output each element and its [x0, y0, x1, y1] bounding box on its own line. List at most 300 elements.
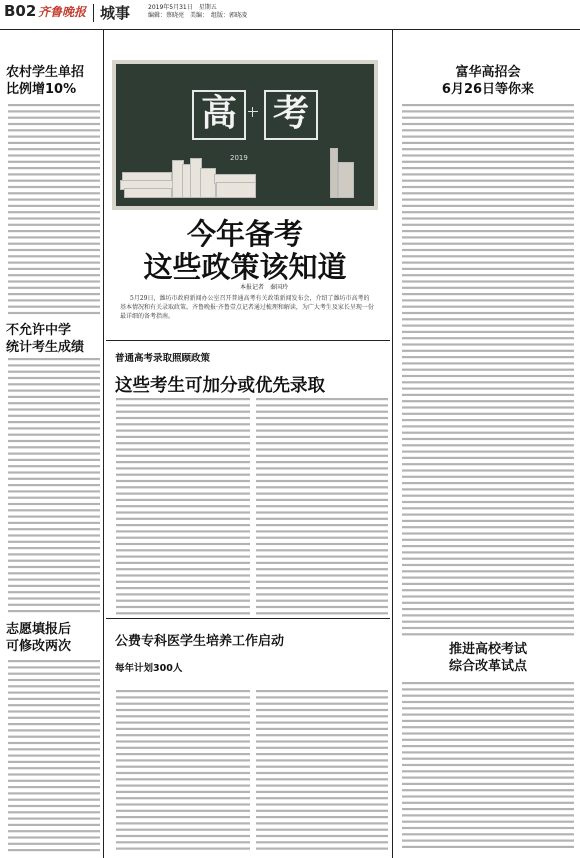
text-line: [8, 465, 100, 467]
text-line: [402, 751, 574, 753]
text-line: [256, 404, 388, 406]
text-line: [116, 493, 250, 495]
text-line: [8, 230, 100, 232]
text-line: [8, 767, 100, 769]
text-line: [256, 778, 388, 780]
text-line: [8, 224, 100, 226]
text-line: [8, 205, 100, 207]
text-line: [116, 696, 250, 698]
text-line: [116, 398, 250, 400]
text-line: [8, 104, 100, 106]
text-line: [402, 802, 574, 804]
text-line: [8, 129, 100, 131]
text-line: [402, 558, 574, 560]
text-line: [402, 211, 574, 213]
text-line: [8, 723, 100, 725]
text-line: [402, 186, 574, 188]
text-line: [8, 843, 100, 845]
text-line: [116, 791, 250, 793]
text-line: [402, 161, 574, 163]
text-line: [256, 543, 388, 545]
text-line: [8, 528, 100, 530]
text-line: [402, 388, 574, 390]
text-line: [402, 570, 574, 572]
text-line: [402, 764, 574, 766]
text-line: [116, 543, 250, 545]
text-line: [402, 526, 574, 528]
text-line: [402, 808, 574, 810]
text-line: [256, 505, 388, 507]
text-line: [256, 556, 388, 558]
text-line: [8, 421, 100, 423]
text-line: [116, 474, 250, 476]
text-line: [402, 846, 574, 848]
text-line: [256, 511, 388, 513]
text-line: [256, 696, 388, 698]
text-line: [256, 518, 388, 520]
text-line: [116, 499, 250, 501]
text-line: [116, 404, 250, 406]
text-line: [256, 703, 388, 705]
text-line: [116, 581, 250, 583]
text-line: [116, 436, 250, 438]
text-line: [402, 425, 574, 427]
text-line: [256, 759, 388, 761]
text-line: [402, 400, 574, 402]
text-line: [402, 343, 574, 345]
text-line: [8, 402, 100, 404]
text-line: [116, 606, 250, 608]
chalkboard-illustration: [112, 60, 378, 210]
text-line: [8, 579, 100, 581]
text-line: [256, 810, 388, 812]
center-kicker: 普通高考录取照顾政策: [115, 353, 211, 364]
text-line: [402, 205, 574, 207]
text-line: [8, 110, 100, 112]
text-line: [116, 530, 250, 532]
text-line: [8, 274, 100, 276]
text-line: [402, 110, 574, 112]
text-line: [8, 736, 100, 738]
text-line: [256, 474, 388, 476]
left-story2-title-line1: 不允许中学: [6, 323, 72, 338]
text-line: [402, 306, 574, 308]
text-line: [116, 841, 250, 843]
text-line: [8, 173, 100, 175]
left-story1-title-line1: 农村学生单招: [6, 65, 85, 80]
text-line: [8, 161, 100, 163]
text-line: [402, 312, 574, 314]
text-line: [402, 180, 574, 182]
text-line: [256, 766, 388, 768]
text-line: [402, 369, 574, 371]
text-line: [256, 841, 388, 843]
text-line: [8, 799, 100, 801]
text-line: [8, 761, 100, 763]
text-line: [256, 423, 388, 425]
text-line: [402, 501, 574, 503]
text-line: [8, 830, 100, 832]
text-line: [8, 610, 100, 612]
text-line: [402, 350, 574, 352]
text-line: [402, 608, 574, 610]
text-line: [8, 236, 100, 238]
text-line: [8, 566, 100, 568]
text-line: [402, 495, 574, 497]
text-line: [116, 480, 250, 482]
text-line: [8, 660, 100, 662]
text-line: [8, 710, 100, 712]
text-line: [8, 268, 100, 270]
text-line: [116, 709, 250, 711]
text-line: [256, 835, 388, 837]
text-line: [8, 358, 100, 360]
text-line: [116, 461, 250, 463]
text-line: [402, 444, 574, 446]
text-line: [402, 707, 574, 709]
text-line: [8, 698, 100, 700]
page-number: B02: [4, 2, 37, 20]
text-line: [116, 822, 250, 824]
newspaper-brand: 齐鲁晚报: [38, 5, 87, 19]
text-line: [8, 805, 100, 807]
text-line: [256, 467, 388, 469]
text-line: [8, 136, 100, 138]
text-line: [256, 436, 388, 438]
text-line: [402, 833, 574, 835]
text-line: [116, 518, 250, 520]
text-line: [116, 574, 250, 576]
text-line: [402, 419, 574, 421]
text-line: [256, 803, 388, 805]
text-line: [402, 249, 574, 251]
text-line: [8, 148, 100, 150]
text-line: [402, 633, 574, 635]
text-line: [256, 715, 388, 717]
text-line: [256, 549, 388, 551]
text-line: [402, 274, 574, 276]
text-line: [402, 726, 574, 728]
text-line: [402, 381, 574, 383]
text-line: [402, 451, 574, 453]
section-rule: [106, 340, 390, 341]
text-line: [8, 755, 100, 757]
text-line: [8, 396, 100, 398]
text-line: [8, 293, 100, 295]
text-line: [8, 117, 100, 119]
text-line: [402, 268, 574, 270]
text-line: [8, 434, 100, 436]
text-line: [116, 715, 250, 717]
text-line: [402, 394, 574, 396]
text-line: [116, 442, 250, 444]
text-line: [116, 467, 250, 469]
left-story2-title-line2: 统计考生成绩: [6, 340, 85, 355]
text-line: [8, 604, 100, 606]
text-line: [116, 759, 250, 761]
text-line: [402, 482, 574, 484]
text-line: [402, 577, 574, 579]
text-line: [402, 293, 574, 295]
text-line: [402, 758, 574, 760]
text-line: [8, 192, 100, 194]
text-line: [116, 587, 250, 589]
text-line: [8, 478, 100, 480]
text-line: [402, 136, 574, 138]
text-line: [402, 695, 574, 697]
text-line: [116, 703, 250, 705]
text-line: [8, 572, 100, 574]
text-line: [116, 423, 250, 425]
text-line: [8, 490, 100, 492]
text-line: [402, 356, 574, 358]
text-line: [256, 430, 388, 432]
text-line: [402, 148, 574, 150]
text-line: [402, 551, 574, 553]
text-line: [256, 537, 388, 539]
text-line: [402, 280, 574, 282]
text-line: [402, 583, 574, 585]
text-line: [256, 568, 388, 570]
text-line: [256, 448, 388, 450]
text-line: [402, 564, 574, 566]
byline: 本报记者 秦国玲: [240, 284, 289, 291]
text-line: [116, 722, 250, 724]
right-story2-headline: [402, 641, 574, 675]
text-line: [116, 803, 250, 805]
text-line: [8, 167, 100, 169]
editors-text: 编辑：蔡晓亮 美编： 组版：郭晓凌: [148, 12, 248, 19]
left-story3-title-line1: 志愿填报后: [6, 622, 72, 637]
text-line: [116, 562, 250, 564]
text-line: [402, 602, 574, 604]
text-line: [402, 318, 574, 320]
text-line: [256, 587, 388, 589]
text-line: [402, 789, 574, 791]
text-line: [8, 692, 100, 694]
text-line: [8, 142, 100, 144]
bottom-subheadline: 每年计划300人: [115, 663, 183, 674]
text-line: [116, 753, 250, 755]
text-line: [402, 514, 574, 516]
text-line: [8, 849, 100, 851]
feature-intro: 5月29日，潍坊市政府新闻办公室召开普通高考有关政策新闻发布会，介绍了潍坊市高考的基本情况和有关录取政策。齐鲁晚报·齐鲁壹点记者通过梳理和解读，为广大考生及家长呈现一份最详细的备考指南。: [120, 295, 374, 320]
text-line: [8, 371, 100, 373]
text-line: [256, 493, 388, 495]
text-line: [8, 180, 100, 182]
board-year: 2019: [230, 154, 248, 162]
text-line: [402, 488, 574, 490]
pencil: [330, 148, 338, 198]
text-line: [8, 471, 100, 473]
left-story3-title-line2: 可修改两次: [6, 639, 72, 654]
text-line: [8, 717, 100, 719]
text-line: [8, 780, 100, 782]
text-line: [256, 455, 388, 457]
text-line: [256, 822, 388, 824]
text-line: [8, 364, 100, 366]
text-line: [402, 532, 574, 534]
text-line: [256, 722, 388, 724]
text-line: [256, 728, 388, 730]
text-line: [116, 549, 250, 551]
text-line: [8, 243, 100, 245]
text-line: [402, 123, 574, 125]
text-line: [8, 818, 100, 820]
text-line: [8, 154, 100, 156]
text-line: [116, 740, 250, 742]
text-line: [116, 816, 250, 818]
text-line: [402, 476, 574, 478]
text-line: [256, 581, 388, 583]
text-line: [8, 446, 100, 448]
text-line: [8, 685, 100, 687]
text-line: [116, 612, 250, 614]
text-line: [8, 377, 100, 379]
board-char-gao: 高: [192, 90, 246, 140]
text-line: [8, 440, 100, 442]
text-line: [8, 306, 100, 308]
text-line: [116, 848, 250, 850]
text-line: [116, 747, 250, 749]
text-line: [8, 704, 100, 706]
left-column-divider: [103, 30, 104, 858]
text-line: [8, 547, 100, 549]
text-line: [116, 766, 250, 768]
text-line: [116, 778, 250, 780]
text-line: [402, 520, 574, 522]
text-line: [8, 591, 100, 593]
text-line: [402, 745, 574, 747]
text-line: [8, 786, 100, 788]
text-line: [8, 553, 100, 555]
text-line: [8, 390, 100, 392]
text-line: [256, 797, 388, 799]
board-decoration: [244, 105, 262, 119]
text-line: [256, 734, 388, 736]
text-line: [402, 840, 574, 842]
text-line: [402, 438, 574, 440]
text-line: [402, 463, 574, 465]
text-line: [256, 709, 388, 711]
text-line: [8, 509, 100, 511]
text-line: [116, 486, 250, 488]
text-line: [116, 556, 250, 558]
right-story1-headline: [402, 64, 574, 98]
text-line: [256, 398, 388, 400]
text-line: [8, 484, 100, 486]
text-line: [8, 459, 100, 461]
text-line: [402, 469, 574, 471]
text-line: [116, 734, 250, 736]
text-line: [402, 199, 574, 201]
text-line: [402, 545, 574, 547]
text-line: [8, 199, 100, 201]
text-line: [116, 417, 250, 419]
text-line: [402, 770, 574, 772]
text-line: [402, 142, 574, 144]
text-line: [402, 217, 574, 219]
text-line: [402, 720, 574, 722]
text-line: [256, 848, 388, 850]
text-line: [8, 299, 100, 301]
text-line: [402, 432, 574, 434]
text-line: [256, 574, 388, 576]
text-line: [256, 816, 388, 818]
text-line: [402, 262, 574, 264]
text-line: [116, 810, 250, 812]
text-line: [116, 511, 250, 513]
text-line: [8, 312, 100, 314]
section-name: 城事: [100, 4, 131, 22]
text-line: [256, 593, 388, 595]
text-line: [8, 729, 100, 731]
text-line: [402, 255, 574, 257]
text-line: [402, 714, 574, 716]
text-line: [116, 690, 250, 692]
text-line: [256, 690, 388, 692]
text-line: [8, 522, 100, 524]
text-line: [8, 748, 100, 750]
text-line: [8, 408, 100, 410]
text-line: [256, 524, 388, 526]
text-line: [402, 243, 574, 245]
text-line: [402, 701, 574, 703]
text-line: [116, 593, 250, 595]
text-line: [402, 682, 574, 684]
right-story2-title-line2: 综合改革试点: [448, 659, 527, 674]
right-story1-title-line1: 富华高招会: [455, 65, 521, 80]
text-line: [8, 503, 100, 505]
text-line: [256, 530, 388, 532]
text-line: [8, 534, 100, 536]
text-line: [8, 597, 100, 599]
text-line: [402, 173, 574, 175]
text-line: [402, 595, 574, 597]
text-line: [8, 560, 100, 562]
text-line: [402, 331, 574, 333]
text-line: [8, 792, 100, 794]
text-line: [256, 480, 388, 482]
text-line: [116, 785, 250, 787]
right-story1-title-line2: 6月26日等你来: [441, 82, 535, 97]
text-line: [402, 325, 574, 327]
text-line: [8, 255, 100, 257]
text-line: [402, 821, 574, 823]
text-line: [256, 417, 388, 419]
text-line: [402, 104, 574, 106]
text-line: [402, 299, 574, 301]
text-line: [402, 507, 574, 509]
text-line: [402, 154, 574, 156]
text-line: [402, 732, 574, 734]
text-line: [402, 192, 574, 194]
text-line: [402, 827, 574, 829]
text-line: [256, 740, 388, 742]
text-line: [256, 772, 388, 774]
text-line: [8, 497, 100, 499]
text-line: [8, 673, 100, 675]
feature-title-line2: 这些政策该知道: [143, 250, 347, 284]
text-line: [8, 383, 100, 385]
center-headline: 这些考生可加分或优先录取: [115, 376, 325, 396]
text-line: [402, 129, 574, 131]
text-line: [402, 688, 574, 690]
text-line: [116, 430, 250, 432]
text-line: [8, 186, 100, 188]
text-line: [8, 217, 100, 219]
text-line: [402, 739, 574, 741]
